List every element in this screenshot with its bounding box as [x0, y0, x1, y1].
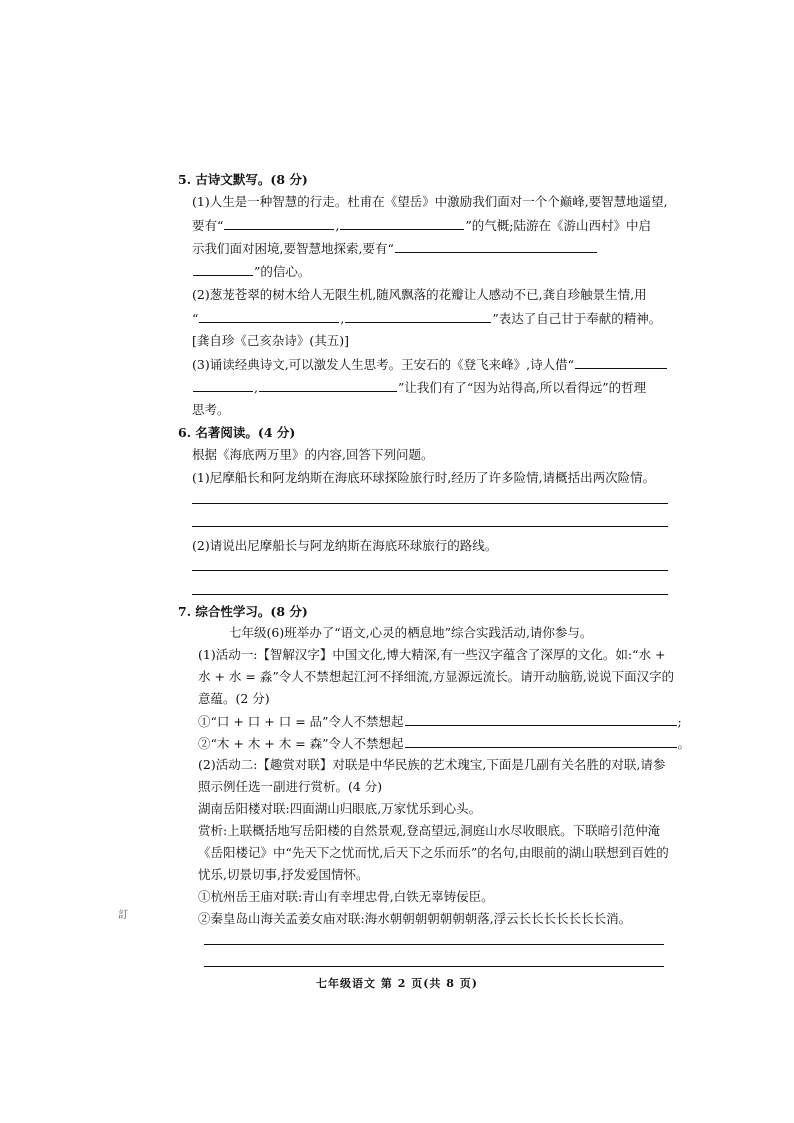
- q5-p3-line2: [192, 378, 646, 397]
- q5-title: 5. 古诗文默写。(8 分): [178, 172, 308, 187]
- q7-act1-line1: (1)活动一:【智解汉字】中国文化,博大精深,有一些汉字蕴含了深厚的文化。如:“水 +: [198, 647, 666, 662]
- answer-blank[interactable]: [345, 309, 491, 323]
- q5-p1-line4: [192, 262, 310, 281]
- q5-p3-line3: 思考。: [192, 402, 230, 417]
- q7-couplet1: ①杭州岳王庙对联:青山有幸埋忠骨,白铁无辜铸佞臣。: [198, 889, 494, 904]
- answer-blank[interactable]: [193, 378, 253, 392]
- q7-item1: [198, 712, 682, 731]
- answer-line[interactable]: [192, 503, 668, 504]
- q7-couplet2: ②秦皇岛山海关孟姜女庙对联:海水朝朝朝朝朝朝朝落,浮云长长长长长长长消。: [198, 911, 632, 926]
- q5-p1-l2-text-c: ”的气概;陆游在《游山西村》中启: [465, 218, 651, 233]
- q5-p1-line1: (1)人生是一种智慧的行走。杜甫在《望岳》中激励我们面对一个个巅峰,要智慧地遥望,: [192, 194, 668, 209]
- q5-p2-l2-text-b: ,: [340, 311, 345, 326]
- q7-act2-line1: (2)活动二:【趣赏对联】对联是中华民族的艺术瑰宝,下面是几副有关名胜的对联,请参: [198, 757, 666, 772]
- q7-analysis-line2: 《岳阳楼记》中“先天下之忧而忧,后天下之乐而乐”的名句,由眼前的湖山联想到百姓的: [198, 845, 669, 860]
- q7-example-couplet: 湖南岳阳楼对联:四面湖山归眼底,万家忧乐到心头。: [198, 801, 482, 816]
- answer-blank[interactable]: [405, 712, 677, 726]
- answer-blank[interactable]: [259, 378, 397, 392]
- q5-p3-line1: [192, 355, 668, 374]
- answer-blank[interactable]: [199, 309, 339, 323]
- q7-title: 7. 综合性学习。(8 分): [178, 604, 308, 619]
- page-footer: 七年级语文 第 2 页(共 8 页): [316, 977, 478, 990]
- answer-blank[interactable]: [340, 216, 464, 230]
- q5-p2-l2-text-c: ”表达了自己甘于奉献的精神。: [492, 311, 662, 326]
- q7-item2: [198, 734, 690, 753]
- answer-blank[interactable]: [405, 734, 677, 748]
- q7-intro: 七年级(6)班举办了“语文,心灵的栖息地”综合实践活动,请你参与。: [229, 625, 593, 640]
- answer-blank[interactable]: [575, 355, 667, 369]
- q6-title: 6. 名著阅读。(4 分): [178, 425, 296, 440]
- q5-p1-l2-text-a: 要有“: [192, 218, 224, 233]
- q5-p1-line2: [192, 216, 651, 235]
- q5-p3-l2-text-b: ,: [254, 380, 258, 395]
- answer-blank[interactable]: [193, 262, 253, 276]
- answer-blank[interactable]: [395, 239, 597, 253]
- q7-item1-text: ①“口 + 口 + 口 = 品”令人不禁想起: [198, 714, 404, 729]
- binding-mark: 訂: [118, 910, 128, 921]
- q5-p1-l3-text-a: 示我们面对困境,要智慧地探索,要有“: [192, 241, 394, 256]
- q7-analysis-line1: 赏析:上联概括地写岳阳楼的自然景观,登高望远,洞庭山水尽收眼底。下联暗引范仲淹: [198, 823, 661, 838]
- q5-p1-l2-text-b: ,: [335, 218, 340, 233]
- q7-act1-line2: 水 + 水 = 淼”令人不禁想起江河不择细流,方显源远流长。请开动脑筋,说说下面汉字的: [198, 669, 675, 684]
- q5-p3-l2-text-c: ”让我们有了“因为站得高,所以看得远”的哲理: [397, 380, 647, 395]
- answer-line[interactable]: [192, 526, 668, 527]
- answer-line[interactable]: [204, 944, 664, 945]
- q7-item2-text: ②“木 + 木 + 木 = 森”令人不禁想起: [198, 736, 404, 751]
- q5-p3-l1-text: (3)诵读经典诗文,可以激发人生思考。王安石的《登飞来峰》,诗人借“: [192, 357, 575, 372]
- q5-p2-l2-text-a: “: [192, 311, 199, 326]
- q5-p2-line1: (2)葱茏苍翠的树木给人无限生机,随风飘落的花瓣让人感动不已,龚自珍触景生情,用: [192, 287, 647, 302]
- q7-analysis-line3: 忧乐,切景切事,抒发爱国情怀。: [198, 867, 369, 882]
- q7-act1-line3: 意蕴。(2 分): [198, 691, 270, 706]
- answer-blank[interactable]: [224, 216, 334, 230]
- q5-p2-line3: [龚自珍《己亥杂诗》(其五)]: [192, 333, 350, 348]
- q7-item1-end: ;: [677, 714, 682, 729]
- answer-line[interactable]: [204, 966, 664, 967]
- q7-item2-end: 。: [677, 736, 691, 751]
- answer-line[interactable]: [192, 594, 668, 595]
- q7-act2-line2: 照示例任选一副进行赏析。(4 分): [198, 779, 383, 794]
- q5-p1-l4-text: ”的信心。: [254, 264, 311, 279]
- q6-sub1: (1)尼摩船长和阿龙纳斯在海底环球探险旅行时,经历了许多险情,请概括出两次险情。: [192, 470, 656, 485]
- q5-p1-line3: [192, 239, 598, 258]
- q6-intro: 根据《海底两万里》的内容,回答下列问题。: [192, 447, 434, 462]
- q6-sub2: (2)请说出尼摩船长与阿龙纳斯在海底环球旅行的路线。: [192, 538, 498, 553]
- answer-line[interactable]: [192, 570, 668, 571]
- q5-p2-line2: [192, 309, 661, 328]
